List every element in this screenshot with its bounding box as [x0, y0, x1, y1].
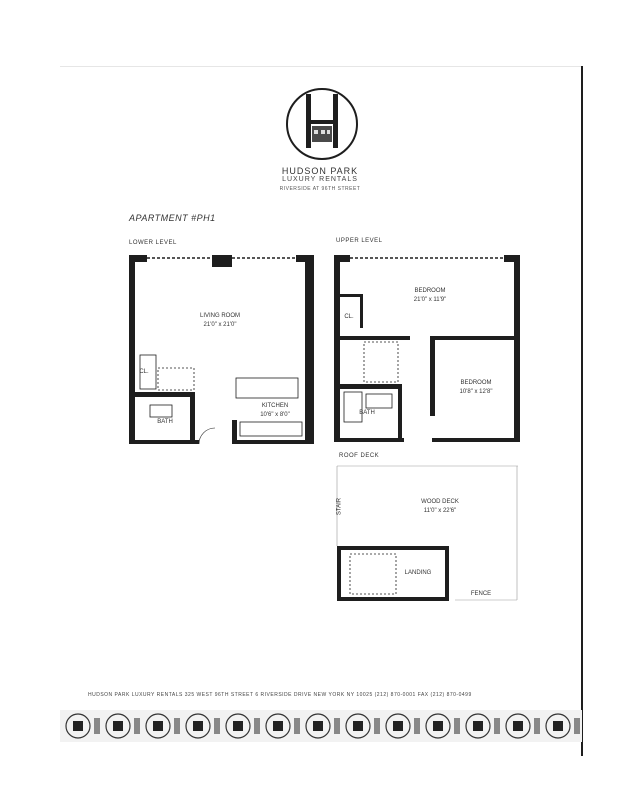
border-motif-core	[233, 721, 243, 731]
living-room-name: LIVING ROOM	[199, 313, 240, 319]
upper-level-label: UPPER LEVEL	[336, 238, 383, 244]
border-motif-core	[273, 721, 283, 731]
lower-level-label: LOWER LEVEL	[129, 240, 177, 246]
border-motif-core	[353, 721, 363, 731]
roof-deck-plan	[337, 466, 518, 601]
lower-closet-label: CL.	[139, 369, 149, 375]
border-motif-core	[553, 721, 563, 731]
living-room-label	[180, 312, 260, 330]
bedroom1-name: BEDROOM	[414, 288, 446, 294]
bedroom2-name: BEDROOM	[460, 380, 492, 386]
upper-bath-label: BATH	[359, 410, 375, 416]
decorative-border-strip	[60, 706, 582, 746]
border-motif-divider	[294, 718, 300, 734]
kitchen-label	[240, 402, 310, 420]
wood-deck-label	[395, 498, 485, 516]
footer-address: HUDSON PARK LUXURY RENTALS 325 WEST 96TH STREET 6 RIVERSIDE DRIVE NEW YORK NY 10025 (212) 870-0001 FAX (212) 870-0499	[88, 692, 472, 698]
border-motif-divider	[414, 718, 420, 734]
border-motif-core	[193, 721, 203, 731]
bedroom1-label	[390, 287, 470, 305]
roof-deck-label: ROOF DECK	[339, 453, 380, 459]
landing-label: LANDING	[404, 570, 432, 576]
border-motif-divider	[94, 718, 100, 734]
border-motif-core	[313, 721, 323, 731]
border-motif-core	[393, 721, 403, 731]
kitchen-dims: 10'6" x 8'0"	[260, 412, 290, 418]
bedroom2-dims: 10'8" x 12'8"	[459, 389, 493, 395]
border-motif-divider	[574, 718, 580, 734]
border-motif-core	[113, 721, 123, 731]
border-motif-divider	[454, 718, 460, 734]
border-motif-core	[153, 721, 163, 731]
border-motif-divider	[374, 718, 380, 734]
bedroom2-label	[440, 379, 512, 397]
brand-tagline: RIVERSIDE AT 96TH STREET	[279, 186, 361, 192]
stair-side-label: STAIR	[336, 497, 343, 516]
fence-label: FENCE	[470, 591, 492, 597]
brand-subtitle: LUXURY RENTALS	[282, 176, 358, 183]
apartment-title: APARTMENT #PH1	[129, 213, 216, 223]
kitchen-name: KITCHEN	[261, 403, 289, 409]
lower-bath-label: BATH	[157, 419, 173, 425]
upper-closet-label: CL.	[344, 314, 354, 320]
wood-deck-name: WOOD DECK	[421, 499, 459, 505]
wood-deck-dims: 11'0" x 22'6"	[423, 508, 457, 514]
living-room-dims: 21'0" x 21'0"	[203, 322, 237, 328]
border-motif-core	[73, 721, 83, 731]
border-motif-core	[433, 721, 443, 731]
border-motif-divider	[494, 718, 500, 734]
border-motif-divider	[254, 718, 260, 734]
border-motif-core	[513, 721, 523, 731]
border-motif-divider	[134, 718, 140, 734]
border-motif-divider	[174, 718, 180, 734]
border-motif-divider	[534, 718, 540, 734]
border-motif-divider	[334, 718, 340, 734]
brand-title: HUDSON PARK	[281, 166, 359, 176]
border-motif-core	[473, 721, 483, 731]
bedroom1-dims: 21'0" x 11'9"	[413, 297, 447, 303]
border-motif-divider	[214, 718, 220, 734]
